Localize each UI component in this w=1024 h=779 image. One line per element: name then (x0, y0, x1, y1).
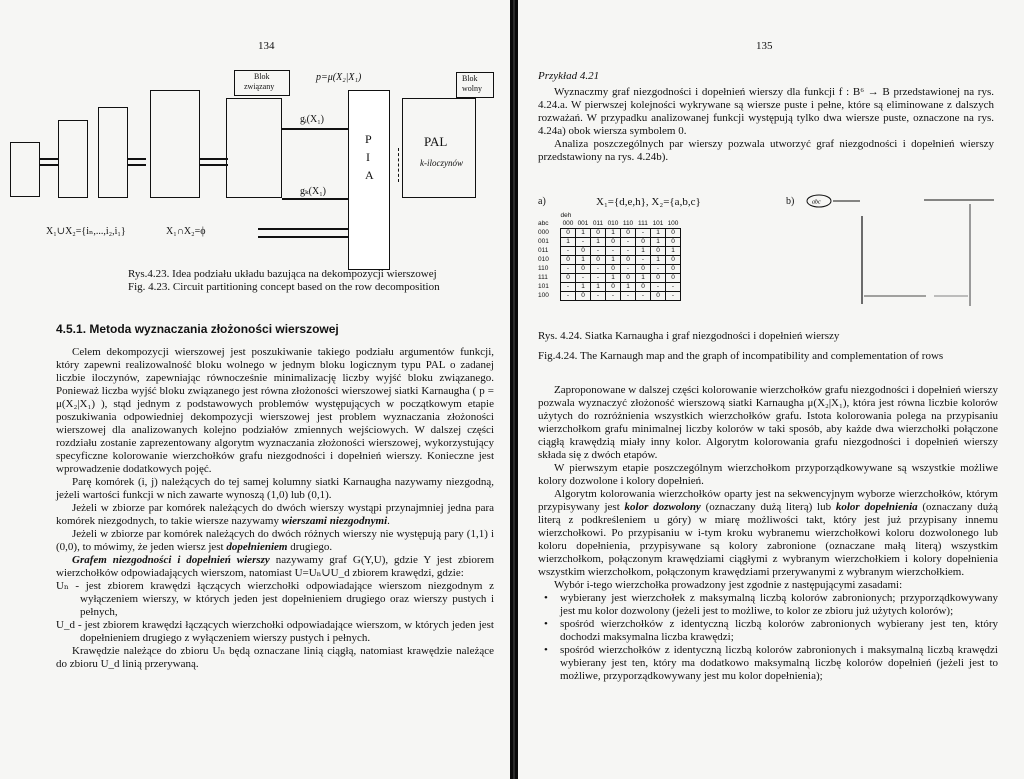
kmap-cell: 0 (561, 274, 576, 283)
pal-label: PAL (424, 134, 448, 149)
kmap-cell: 0 (621, 229, 636, 238)
kmap-cell: - (591, 265, 606, 274)
figure-connector (200, 158, 228, 160)
example-title: Przykład 4.21 (538, 70, 600, 82)
figure-dashed-line (398, 148, 399, 182)
kmap-row-header: 101 (538, 283, 549, 290)
paragraph: Parę komórek (i, j) należących do tej samej kolumny siatki Karnaugha nazywamy niezgodną, jeżeli wartości funkcji w nich zawarte wynoszą (1,0) lub (0,1). (56, 476, 494, 501)
kmap-col-header: 000 (562, 220, 574, 227)
definition-un: Uₙ - jest zbiorem krawędzi łączących wierzchołki odpowiadające wierszom niezgodnym z wyłączeniem wierszy, w których jeden jest dopełnieniem drugiego oraz wierszy pustych i pełnych, (56, 580, 494, 618)
kmap-row (538, 274, 681, 283)
kmap-row-header: 100 (538, 292, 549, 299)
kmap-cell: 1 (606, 229, 621, 238)
text-run: Jeżeli w zbiorze par komórek należących do dwóch wierszy wystąpi przynajmniej jedna para komórek niezgodnych, to takie wiersze nazywamy (56, 502, 494, 527)
kmap-cell: - (651, 265, 666, 274)
figure-connector (200, 164, 228, 166)
kmap-cell: 1 (576, 256, 591, 265)
kmap-header-row (538, 220, 681, 229)
kmap-cell: - (606, 292, 621, 301)
term-incompatible-rows: wierszami niezgodnymi (281, 515, 388, 527)
kmap-cell: - (666, 283, 681, 292)
kmap-cell: - (591, 247, 606, 256)
kmap-cell: - (621, 247, 636, 256)
kmap-col-header: 100 (667, 220, 679, 227)
paragraph: W pierwszym etapie poszczególnym wierzchołkom przyporządkowywane są wszystkie możliwe kolory dozwolone i kolory dopełnień. (538, 462, 998, 487)
paragraph: Zaproponowane w dalszej części kolorowanie wierzchołków grafu niezgodności i dopełnień wierszy pozwala wyznaczyć złożoność wierszową siatki Karnaugha μ(X₂|X₁), która jest równa liczbie kolorów użytych do rozróżnienia wszystkich wierzchołków grafu. Istota kolorowania polega na przypisaniu wierzchołkom grafu minimalnej liczby kolorów w taki sposób, aby każde dwa wierzchołki połączone ciągłą krawędzią miały inny kolor. Algorytm kolorowania grafu niezgodności i dopełnień wierszy składa się z dwóch etapów. (538, 384, 998, 461)
selection-rules-list (538, 592, 998, 683)
paragraph (538, 488, 998, 579)
kmap-row-header: 110 (538, 265, 549, 272)
input-bus-line-upper (258, 228, 348, 230)
kmap-row (538, 292, 681, 301)
kmap-cell: - (591, 274, 606, 283)
kmap-cell: - (591, 292, 606, 301)
example-text (538, 86, 994, 164)
kmap-cell: 0 (561, 256, 576, 265)
paragraph: Krawędzie należące do zbioru Uₙ będą oznaczane linią ciągłą, natomiast krawędzie należące do zbioru U_d linią przerywaną. (56, 645, 494, 670)
karnaugh-map (538, 212, 681, 301)
kmap-col-header: 110 (622, 220, 634, 227)
kmap-cell: 0 (636, 238, 651, 247)
kmap-row-header: 010 (538, 256, 549, 263)
right-page (518, 0, 1024, 779)
kmap-cell: - (561, 292, 576, 301)
list-item: • spośród wierzchołków z identyczną liczbą kolorów zabronionych wybierany jest ten, który dochodzi maksymalna liczba krawędzi; (538, 618, 998, 644)
graph-node-label: abc (812, 199, 821, 206)
left-page (0, 0, 510, 779)
kmap-cell: 0 (666, 229, 681, 238)
kmap-row-var-label: abc (538, 220, 549, 228)
figure-a-variable-sets: X₁={d,e,h}, X₂={a,b,c} (596, 196, 701, 208)
kmap-cell: - (561, 283, 576, 292)
figure-input-block-1 (10, 142, 40, 197)
paragraph: Wybór i-tego wierzchołka prowadzony jest zgodnie z następującymi zasadami: (554, 579, 903, 591)
page-number-right: 135 (756, 40, 773, 52)
kmap-cell: 0 (606, 265, 621, 274)
list-item: • wybierany jest wierzchołek z maksymalną liczbą kolorów zabronionych; przyporządkowywany jest mu kolor dozwolony (jeżeli jest to możliwe, to kolor ze zbioru już użytych kolorów); (538, 592, 998, 618)
kmap-cell: - (576, 274, 591, 283)
term-allowed-color: kolor dozwolony (624, 501, 701, 513)
figure-4-24-caption-pl: Rys. 4.24. Siatka Karnaugha i graf niezgodności i dopełnień wierszy (538, 330, 840, 342)
text-run: nazywamy graf G(Y,U), gdzie Y jest zbiorem wierzchołków odpowiadających wierszom, natomiast U=Uₙ∪U_d zbiorem krawędzi, gdzie: (56, 554, 494, 579)
kmap-row-header: 000 (538, 229, 549, 236)
kmap-row (538, 229, 681, 238)
kmap-cell: 1 (651, 256, 666, 265)
kmap-cell: 0 (621, 256, 636, 265)
kmap-cell: 0 (576, 247, 591, 256)
kmap-cell: - (636, 256, 651, 265)
kmap-row (538, 238, 681, 247)
kmap-cell: 1 (636, 274, 651, 283)
kmap-col-header: 001 (577, 220, 589, 227)
pia-letter-a: A (365, 168, 374, 182)
kmap-col-header: 101 (652, 220, 664, 227)
figure-connector (40, 158, 58, 160)
figure-input-block-2 (58, 120, 88, 198)
kmap-cell: 0 (651, 292, 666, 301)
union-label: X₁∪X₂={iₙ,...,i₂,i₁} (46, 226, 126, 237)
kmap-row (538, 256, 681, 265)
kmap-cell: 0 (666, 265, 681, 274)
kmap-cell: - (561, 247, 576, 256)
kmap-cell: 0 (606, 238, 621, 247)
kmap-cell: - (651, 283, 666, 292)
kmap-cell: 1 (651, 238, 666, 247)
paragraph (56, 502, 494, 528)
gk-signal-label: gₖ(X₁) (300, 186, 327, 197)
kmap-row (538, 283, 681, 292)
kmap-row-header: 011 (538, 247, 549, 254)
kmap-col-header: 011 (592, 220, 604, 227)
definition-ud: U_d - jest zbiorem krawędzi łączących wierzchołki odpowiadające wierszom, w których jeden jest dopełnieniem drugiego z wyłączeniem wierszy pustych i pełnych. (56, 619, 494, 644)
figure-b-label: b) (786, 196, 795, 207)
gutter-line (513, 0, 515, 779)
kmap-cell: 1 (651, 229, 666, 238)
kmap-cell: 0 (651, 247, 666, 256)
kmap-cell: 0 (666, 238, 681, 247)
paragraph (56, 528, 494, 554)
row-complexity-equation: p=μ(X₂|X₁) (316, 72, 362, 83)
pia-letter-i: I (366, 150, 370, 164)
kmap-cell: 0 (591, 256, 606, 265)
gk-signal-line (282, 198, 348, 200)
free-block-label-line2: wolny (462, 84, 482, 93)
kmap-corner-row (538, 212, 681, 220)
kmap-row-header: 111 (538, 274, 548, 281)
kmap-cell: - (606, 247, 621, 256)
kmap-cell: - (561, 265, 576, 274)
kmap-cell: - (636, 229, 651, 238)
graph-svg (798, 192, 1008, 322)
kmap-row (538, 265, 681, 274)
kmap-cell: 0 (621, 274, 636, 283)
paragraph: Celem dekompozycji wierszowej jest poszukiwanie takiego podziału argumentów funkcji, który zapewni realizowalność bloku wolnego w jednym bloku logicznym typu PAL o zadanej liczbie iloczynów, zapewniając równocześnie minimalizację liczby wyjść bloku związanego. Ponieważ liczba wyjść bloku związanego jest równa złożoności wierszowej siatki Karnaugha ( p = μ(X₂|X₁) ), stąd jednym z podstawowych problemów występujących w początkowym etapie poszukiwania odpowiedniej dekompozycji wierszowej jest problem wyznaczania złożoności wierszowej dla analizowanych kolejno podziałów zmiennych wejściowych. W dalszej części rozdziału zostanie zaprezentowany algorytm wyznaczania złożoności wierszowej, wykorzystujący specyficzne kolorowanie wierzchołków grafu niezgodności i dopełnień wierszy. Konieczne jest wprowadzenie dodatkowych pojęć. (56, 346, 494, 475)
text-run: drugiego. (287, 541, 333, 553)
paragraph: Wyznaczmy graf niezgodności i dopełnień wierszy dla funkcji f : B⁶ → B przedstawionej na rys. 4.24.a. W pierwszej kolejności wykrywane są wiersze puste i pełne, które są eliminowane z dalszych rozważań. W przypadku analizowanej funkcji występują tylko dwa wiersze puste, oznaczone na rys. 4.24a) obok wiersza symbolem 0. (538, 86, 994, 137)
gi-signal-label: gᵢ(X₁) (300, 114, 325, 125)
text-run: (oznaczany dużą literą z podkreśleniem u góry) w miarę możliwości takt, który jest już przypisany innemu wierzchołkowi. Po przypisaniu w i-tym kroku wybranemu wierzchołkowi koloru dozwolonego lub koloru dopełnienia, przypisywane są kolory zabronione (oznaczane małą literą) wszystkim wierzchołkom, połączonym krawędziami ciągłymi z wybranym wierzchołkiem i kolory dopełnienia wszystkim wierzchołkom, połączonym krawędziami przerywanymi z wybranym wierzchołkiem. (538, 501, 999, 578)
kmap-cell: 0 (651, 274, 666, 283)
kmap-corner-top: deh (560, 212, 572, 219)
kmap-cell: - (636, 292, 651, 301)
kmap-cell: - (666, 292, 681, 301)
kmap-cell: 0 (636, 265, 651, 274)
text-run: Algorytm kolorowania wierzchołków oparty jest na sekwencyjnym wyborze wierzchołków, którym przypisywany jest (538, 488, 998, 513)
kmap-cell: 1 (606, 274, 621, 283)
kmap-cell: 1 (576, 283, 591, 292)
kmap-body (538, 229, 681, 301)
list-item: • spośród wierzchołków z identyczną liczbą kolorów zabronionych i maksymalną liczbą krawędzi wybierany jest ten, który ma dodatkowo maksymalną liczbę kolorów dopełnień (jeżeli jest to możliwe, przyporządkowywany jest mu kolor dopełnienia); (538, 644, 998, 683)
figure-input-block-3 (98, 107, 128, 198)
kmap-cell: 0 (666, 256, 681, 265)
term-complement: dopełnieniem (226, 541, 288, 553)
figure-connector (40, 164, 58, 166)
figure-4-23-caption-pl: Rys.4.23. Idea podziału układu bazująca na dekompozycji wierszowej (128, 268, 437, 280)
kmap-col-header: 010 (607, 220, 619, 227)
kmap-cell: 0 (666, 274, 681, 283)
k-products-label: k-iloczynów (420, 158, 463, 168)
right-body-text (538, 384, 998, 683)
intersection-label: X₁∩X₂=ϕ (166, 226, 206, 237)
kmap-cell: 1 (621, 283, 636, 292)
text-run: Jeżeli w zbiorze par komórek należących do dwóch różnych wierszy nie występują pary (1,1) i (0,0), to mówimy, że jeden wiersz jest (56, 528, 494, 553)
kmap-cell: 1 (636, 247, 651, 256)
kmap-cell: 1 (576, 229, 591, 238)
left-body-text (56, 346, 494, 671)
kmap-cell: 0 (576, 292, 591, 301)
kmap-corner-left (538, 212, 561, 220)
text-run: (oznaczany dużą literą) lub (700, 501, 836, 513)
figure-4-23-caption-en: Fig. 4.23. Circuit partitioning concept based on the row decomposition (128, 281, 440, 293)
figure-connector (128, 164, 146, 166)
figure-input-block-4 (150, 90, 200, 198)
kmap-cell: - (621, 265, 636, 274)
kmap-cell: 1 (561, 238, 576, 247)
kmap-cell: - (621, 292, 636, 301)
figure-4-24-caption-en: Fig.4.24. The Karnaugh map and the graph of incompatibility and complementation of rows (538, 350, 944, 362)
kmap-cell: 1 (591, 283, 606, 292)
kmap-cell: 0 (591, 229, 606, 238)
gi-signal-line (282, 128, 348, 130)
kmap-row (538, 247, 681, 256)
bound-block-label-line2: związany (244, 82, 275, 91)
kmap-cell: 1 (591, 238, 606, 247)
figure-a-label: a) (538, 196, 546, 207)
bound-block (226, 98, 282, 198)
paragraph (56, 554, 494, 580)
kmap-cell: - (621, 238, 636, 247)
free-block-label-box (456, 72, 494, 98)
incompatibility-graph (798, 192, 1008, 322)
karnaugh-table (538, 212, 681, 301)
section-title: 4.5.1. Metoda wyznaczania złożoności wierszowej (56, 322, 339, 336)
pia-letter-p: P (365, 132, 372, 146)
bound-block-label-line1: Blok (254, 72, 270, 81)
text-run: . (387, 515, 390, 527)
figure-connector (128, 158, 146, 160)
kmap-col-header: 111 (638, 220, 648, 227)
input-bus-line-lower (258, 236, 348, 238)
kmap-row-header: 001 (538, 238, 549, 245)
kmap-cell: 0 (606, 283, 621, 292)
kmap-cell: 0 (636, 283, 651, 292)
kmap-cell: 0 (561, 229, 576, 238)
paragraph: Analiza poszczególnych par wierszy pozwala utworzyć graf niezgodności i dopełnień wierszy przedstawiony na rys. 4.24b). (538, 138, 994, 163)
term-graph-definition: Grafem niezgodności i dopełnień wierszy (72, 554, 270, 566)
term-complement-color: kolor dopełnienia (835, 501, 918, 513)
kmap-cell: - (576, 238, 591, 247)
kmap-cell: 1 (606, 256, 621, 265)
free-block-label-line1: Blok (462, 74, 478, 83)
page-number-left: 134 (258, 40, 275, 52)
kmap-cell: 1 (666, 247, 681, 256)
figure-4-23 (0, 62, 510, 272)
kmap-cell: 0 (576, 265, 591, 274)
